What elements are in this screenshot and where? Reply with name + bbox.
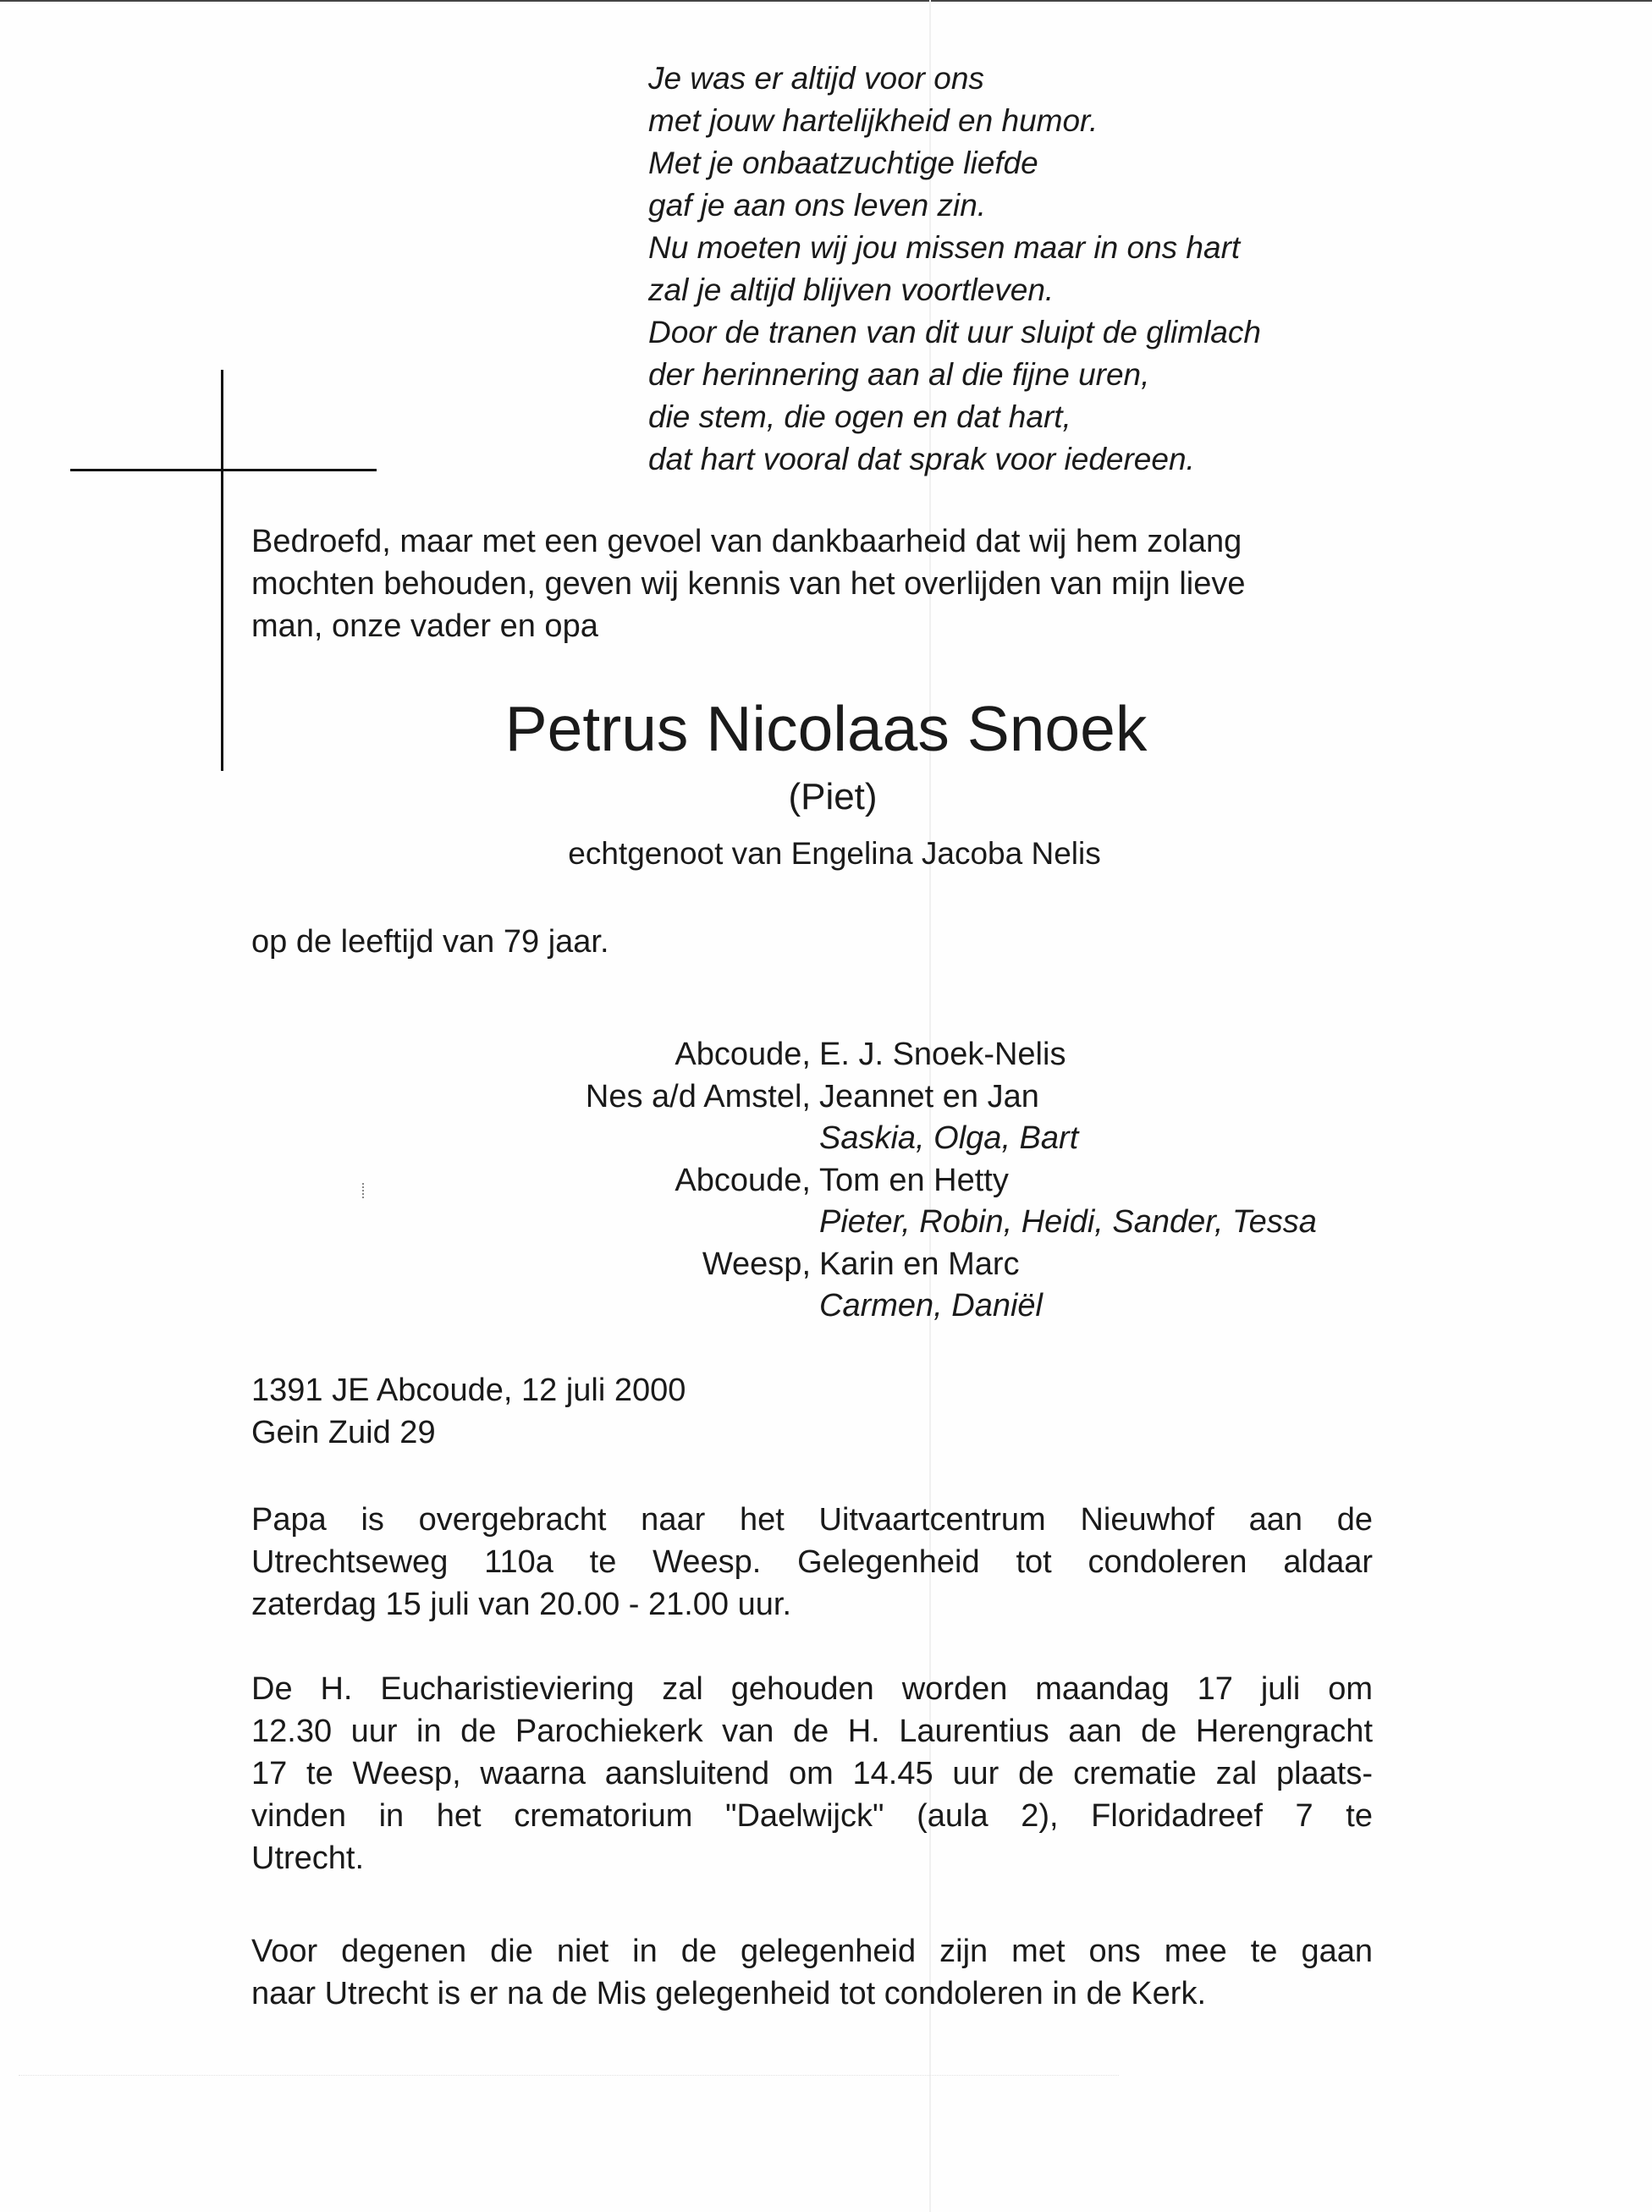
poem-line: Nu moeten wij jou missen maar in ons hart (648, 230, 1241, 265)
intro-line: man, onze vader en opa (251, 608, 598, 644)
address-block (251, 1369, 686, 1454)
family-row (0, 1285, 1652, 1328)
poem-line: dat hart vooral dat sprak voor iedereen. (648, 442, 1195, 476)
family-row (0, 1076, 1652, 1119)
paragraph-line: Utrechtseweg 110a te Weesp. Gelegenheid tot condoleren aldaar (251, 1544, 1373, 1580)
poem-line: Met je onbaatzuchtige liefde (648, 146, 1038, 180)
intro-text (251, 520, 1373, 647)
family-names: Jeannet en Jan (819, 1078, 1039, 1114)
paragraph-line: zaterdag 15 juli van 20.00 - 21.00 uur. (251, 1587, 792, 1622)
deceased-name: Petrus Nicolaas Snoek (504, 693, 1148, 764)
paragraph-church (251, 1930, 1373, 2015)
age-line: op de leeftijd van 79 jaar. (251, 924, 609, 960)
family-row (0, 1160, 1652, 1202)
paragraph-line: Utrecht. (251, 1841, 365, 1876)
poem (648, 58, 1261, 481)
grandchildren-names: Carmen, Daniël (819, 1288, 1043, 1323)
paragraph-line: 17 te Weesp, waarna aansluitend om 14.45 uur de crematie zal plaats- (251, 1756, 1373, 1791)
poem-line: gaf je aan ons leven zin. (648, 188, 987, 223)
poem-line: met jouw hartelijkheid en humor. (648, 103, 1099, 138)
intro-line: Bedroefd, maar met een gevoel van dankbaarheid dat wij hem zolang (251, 524, 1242, 559)
intro-line: mochten behouden, geven wij kennis van het overlijden van mijn lieve (251, 566, 1246, 602)
paragraph-line: naar Utrecht is er na de Mis gelegenheid tot condoleren in de Kerk. (251, 1976, 1206, 2011)
grandchildren-names: Pieter, Robin, Heidi, Sander, Tessa (819, 1204, 1317, 1240)
paragraph-line: De H. Eucharistieviering zal gehouden worden maandag 17 juli om (251, 1671, 1373, 1707)
family-place: Abcoude, (675, 1037, 811, 1072)
cross-horizontal-bar (70, 469, 377, 471)
poem-line: die stem, die ogen en dat hart, (648, 399, 1071, 434)
poem-line: Door de tranen van dit uur sluipt de glimlach (648, 315, 1261, 349)
paragraph-line: Voor degenen die niet in de gelegenheid zijn met ons mee te gaan (251, 1934, 1373, 1969)
deceased-nickname: (Piet) (788, 776, 878, 817)
address-line: Gein Zuid 29 (251, 1415, 436, 1450)
family-row (0, 1202, 1652, 1244)
poem-line: zal je altijd blijven voortleven. (648, 272, 1055, 307)
spouse-line: echtgenoot van Engelina Jacoba Nelis (568, 836, 1101, 871)
family-row (0, 1034, 1652, 1076)
family-names: Karin en Marc (819, 1246, 1020, 1282)
scan-speck (362, 1183, 369, 1198)
paragraph-service (251, 1668, 1373, 1879)
family-row (0, 1244, 1652, 1286)
address-line: 1391 JE Abcoude, 12 juli 2000 (251, 1373, 686, 1408)
grandchildren-names: Saskia, Olga, Bart (819, 1120, 1079, 1156)
family-row (0, 1118, 1652, 1160)
family-place: Abcoude, (675, 1162, 811, 1198)
family-place: Weesp, (702, 1246, 811, 1282)
scan-top-edge (0, 0, 1652, 2)
paragraph-condolence (251, 1499, 1373, 1626)
scan-bottom-artifact (19, 2075, 1119, 2077)
family-place: Nes a/d Amstel, (585, 1078, 811, 1114)
poem-line: Je was er altijd voor ons (648, 61, 984, 96)
paragraph-line: vinden in het crematorium "Daelwijck" (aula 2), Floridadreef 7 te (251, 1798, 1373, 1834)
paragraph-line: 12.30 uur in de Parochiekerk van de H. Laurentius aan de Herengracht (251, 1714, 1373, 1749)
family-list (0, 1034, 1652, 1328)
family-names: Tom en Hetty (819, 1162, 1009, 1198)
poem-line: der herinnering aan al die fijne uren, (648, 357, 1150, 392)
paragraph-line: Papa is overgebracht naar het Uitvaartcentrum Nieuwhof aan de (251, 1502, 1373, 1538)
family-names: E. J. Snoek-Nelis (819, 1037, 1066, 1072)
